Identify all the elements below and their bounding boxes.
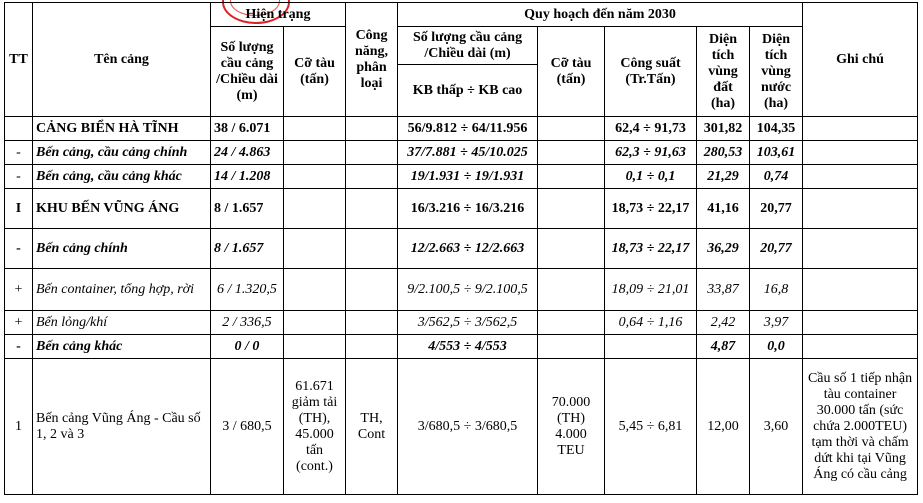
- row-water: 16,8: [750, 269, 803, 311]
- row-plan-qty: 12/2.663 ÷ 12/2.663: [398, 229, 538, 269]
- port-planning-table: [4, 2, 918, 495]
- row-note: Cầu số 1 tiếp nhận tàu container 30.000 tấn (sức chứa 2.000TEU) tạm thời và chấm dứt khi tại Vũng Áng có cầu cảng: [803, 359, 918, 495]
- row-tt: -: [5, 229, 33, 269]
- row-plan-qty: 4/553 ÷ 4/553: [398, 335, 538, 359]
- row-plan-ship: 70.000 (TH) 4.000 TEU: [538, 359, 605, 495]
- row-note: [803, 117, 918, 141]
- row-capacity: 18,09 ÷ 21,01: [605, 269, 697, 311]
- header-planning: Quy hoạch đến năm 2030: [398, 3, 803, 27]
- table-row: [5, 335, 918, 359]
- table-row: [5, 229, 918, 269]
- row-land: 41,16: [697, 189, 750, 229]
- row-water: 103,61: [750, 141, 803, 165]
- row-plan-qty: 56/9.812 ÷ 64/11.956: [398, 117, 538, 141]
- row-func: [346, 229, 398, 269]
- row-name: CẢNG BIỂN HÀ TĨNH: [33, 117, 211, 141]
- row-cur-ship: [284, 335, 346, 359]
- row-cur-ship: [284, 311, 346, 335]
- row-func: TH, Cont: [346, 359, 398, 495]
- row-note: [803, 335, 918, 359]
- row-name: Bến cảng, cầu cảng khác: [33, 165, 211, 189]
- row-func: [346, 189, 398, 229]
- row-plan-ship: [538, 117, 605, 141]
- table-row: [5, 141, 918, 165]
- table-row: [5, 269, 918, 311]
- row-capacity: 0,64 ÷ 1,16: [605, 311, 697, 335]
- row-func: [346, 335, 398, 359]
- row-capacity: [605, 335, 697, 359]
- row-note: [803, 229, 918, 269]
- header-notes: Ghi chú: [803, 3, 918, 117]
- row-tt: +: [5, 311, 33, 335]
- row-tt: -: [5, 141, 33, 165]
- header-current-quantity: Số lượng cầu cảng /Chiều dài (m): [211, 27, 284, 117]
- row-cur-qty: 0 / 0: [211, 335, 284, 359]
- row-water: 104,35: [750, 117, 803, 141]
- row-capacity: 62,3 ÷ 91,63: [605, 141, 697, 165]
- row-tt: +: [5, 269, 33, 311]
- row-water: 3,97: [750, 311, 803, 335]
- row-cur-ship: 61.671 giảm tải (TH), 45.000 tấn (cont.): [284, 359, 346, 495]
- header-water-area: Diện tích vùng nước (ha): [750, 27, 803, 117]
- row-plan-ship: [538, 141, 605, 165]
- row-cur-ship: [284, 229, 346, 269]
- row-cur-qty: 8 / 1.657: [211, 189, 284, 229]
- header-plan-quantity: Số lượng cầu cảng /Chiều dài (m): [398, 27, 538, 65]
- header-land-area: Diện tích vùng đất (ha): [697, 27, 750, 117]
- row-cur-qty: 24 / 4.863: [211, 141, 284, 165]
- header-plan-range: KB thấp ÷ KB cao: [398, 65, 538, 117]
- row-note: [803, 311, 918, 335]
- header-current-ship: Cỡ tàu (tấn): [284, 27, 346, 117]
- row-tt: -: [5, 335, 33, 359]
- row-func: [346, 117, 398, 141]
- row-land: 2,42: [697, 311, 750, 335]
- row-plan-ship: [538, 229, 605, 269]
- row-cur-ship: [284, 117, 346, 141]
- row-plan-qty: 3/562,5 ÷ 3/562,5: [398, 311, 538, 335]
- header-tt: TT: [5, 3, 33, 117]
- row-cur-ship: [284, 269, 346, 311]
- row-plan-ship: [538, 335, 605, 359]
- row-land: 21,29: [697, 165, 750, 189]
- row-plan-qty: 37/7.881 ÷ 45/10.025: [398, 141, 538, 165]
- row-tt: I: [5, 189, 33, 229]
- row-cur-ship: [284, 141, 346, 165]
- row-capacity: 0,1 ÷ 0,1: [605, 165, 697, 189]
- row-cur-qty: 3 / 680,5: [211, 359, 284, 495]
- header-plan-capacity: Công suất (Tr.Tấn): [605, 27, 697, 117]
- row-func: [346, 141, 398, 165]
- row-water: 0,74: [750, 165, 803, 189]
- row-capacity: 18,73 ÷ 22,17: [605, 229, 697, 269]
- row-land: 280,53: [697, 141, 750, 165]
- row-cur-qty: 14 / 1.208: [211, 165, 284, 189]
- row-plan-qty: 9/2.100,5 ÷ 9/2.100,5: [398, 269, 538, 311]
- row-land: 301,82: [697, 117, 750, 141]
- row-land: 12,00: [697, 359, 750, 495]
- row-water: 20,77: [750, 189, 803, 229]
- header-port-name: Tên cảng: [33, 3, 211, 117]
- row-func: [346, 311, 398, 335]
- row-tt: 1: [5, 359, 33, 495]
- header-plan-ship: Cỡ tàu (tấn): [538, 27, 605, 117]
- row-func: [346, 269, 398, 311]
- row-note: [803, 165, 918, 189]
- row-note: [803, 141, 918, 165]
- row-plan-ship: [538, 189, 605, 229]
- row-cur-qty: 8 / 1.657: [211, 229, 284, 269]
- row-land: 33,87: [697, 269, 750, 311]
- row-name: Bến cảng, cầu cảng chính: [33, 141, 211, 165]
- row-plan-ship: [538, 165, 605, 189]
- row-note: [803, 269, 918, 311]
- row-func: [346, 165, 398, 189]
- header-current: Hiện trạng: [211, 3, 346, 27]
- row-tt: [5, 117, 33, 141]
- row-plan-ship: [538, 269, 605, 311]
- row-land: 36,29: [697, 229, 750, 269]
- row-cur-qty: 6 / 1.320,5: [211, 269, 284, 311]
- table-row: [5, 359, 918, 495]
- row-name: Bến cảng chính: [33, 229, 211, 269]
- row-cur-qty: 2 / 336,5: [211, 311, 284, 335]
- row-name: Bến lỏng/khí: [33, 311, 211, 335]
- row-cur-ship: [284, 189, 346, 229]
- row-cur-ship: [284, 165, 346, 189]
- table-row: [5, 117, 918, 141]
- row-tt: -: [5, 165, 33, 189]
- row-name: Bến cảng Vũng Áng - Cầu số 1, 2 và 3: [33, 359, 211, 495]
- table-row: [5, 165, 918, 189]
- row-name: KHU BẾN VŨNG ÁNG: [33, 189, 211, 229]
- row-name: Bến cảng khác: [33, 335, 211, 359]
- row-name: Bến container, tổng hợp, rời: [33, 269, 211, 311]
- row-cur-qty: 38 / 6.071: [211, 117, 284, 141]
- row-land: 4,87: [697, 335, 750, 359]
- row-capacity: 62,4 ÷ 91,73: [605, 117, 697, 141]
- row-note: [803, 189, 918, 229]
- row-capacity: 5,45 ÷ 6,81: [605, 359, 697, 495]
- table-row: [5, 311, 918, 335]
- row-water: 20,77: [750, 229, 803, 269]
- row-water: 0,0: [750, 335, 803, 359]
- row-water: 3,60: [750, 359, 803, 495]
- row-plan-qty: 19/1.931 ÷ 19/1.931: [398, 165, 538, 189]
- table-row: [5, 189, 918, 229]
- row-capacity: 18,73 ÷ 22,17: [605, 189, 697, 229]
- header-function: Công năng, phân loại: [346, 3, 398, 117]
- row-plan-qty: 16/3.216 ÷ 16/3.216: [398, 189, 538, 229]
- row-plan-qty: 3/680,5 ÷ 3/680,5: [398, 359, 538, 495]
- row-plan-ship: [538, 311, 605, 335]
